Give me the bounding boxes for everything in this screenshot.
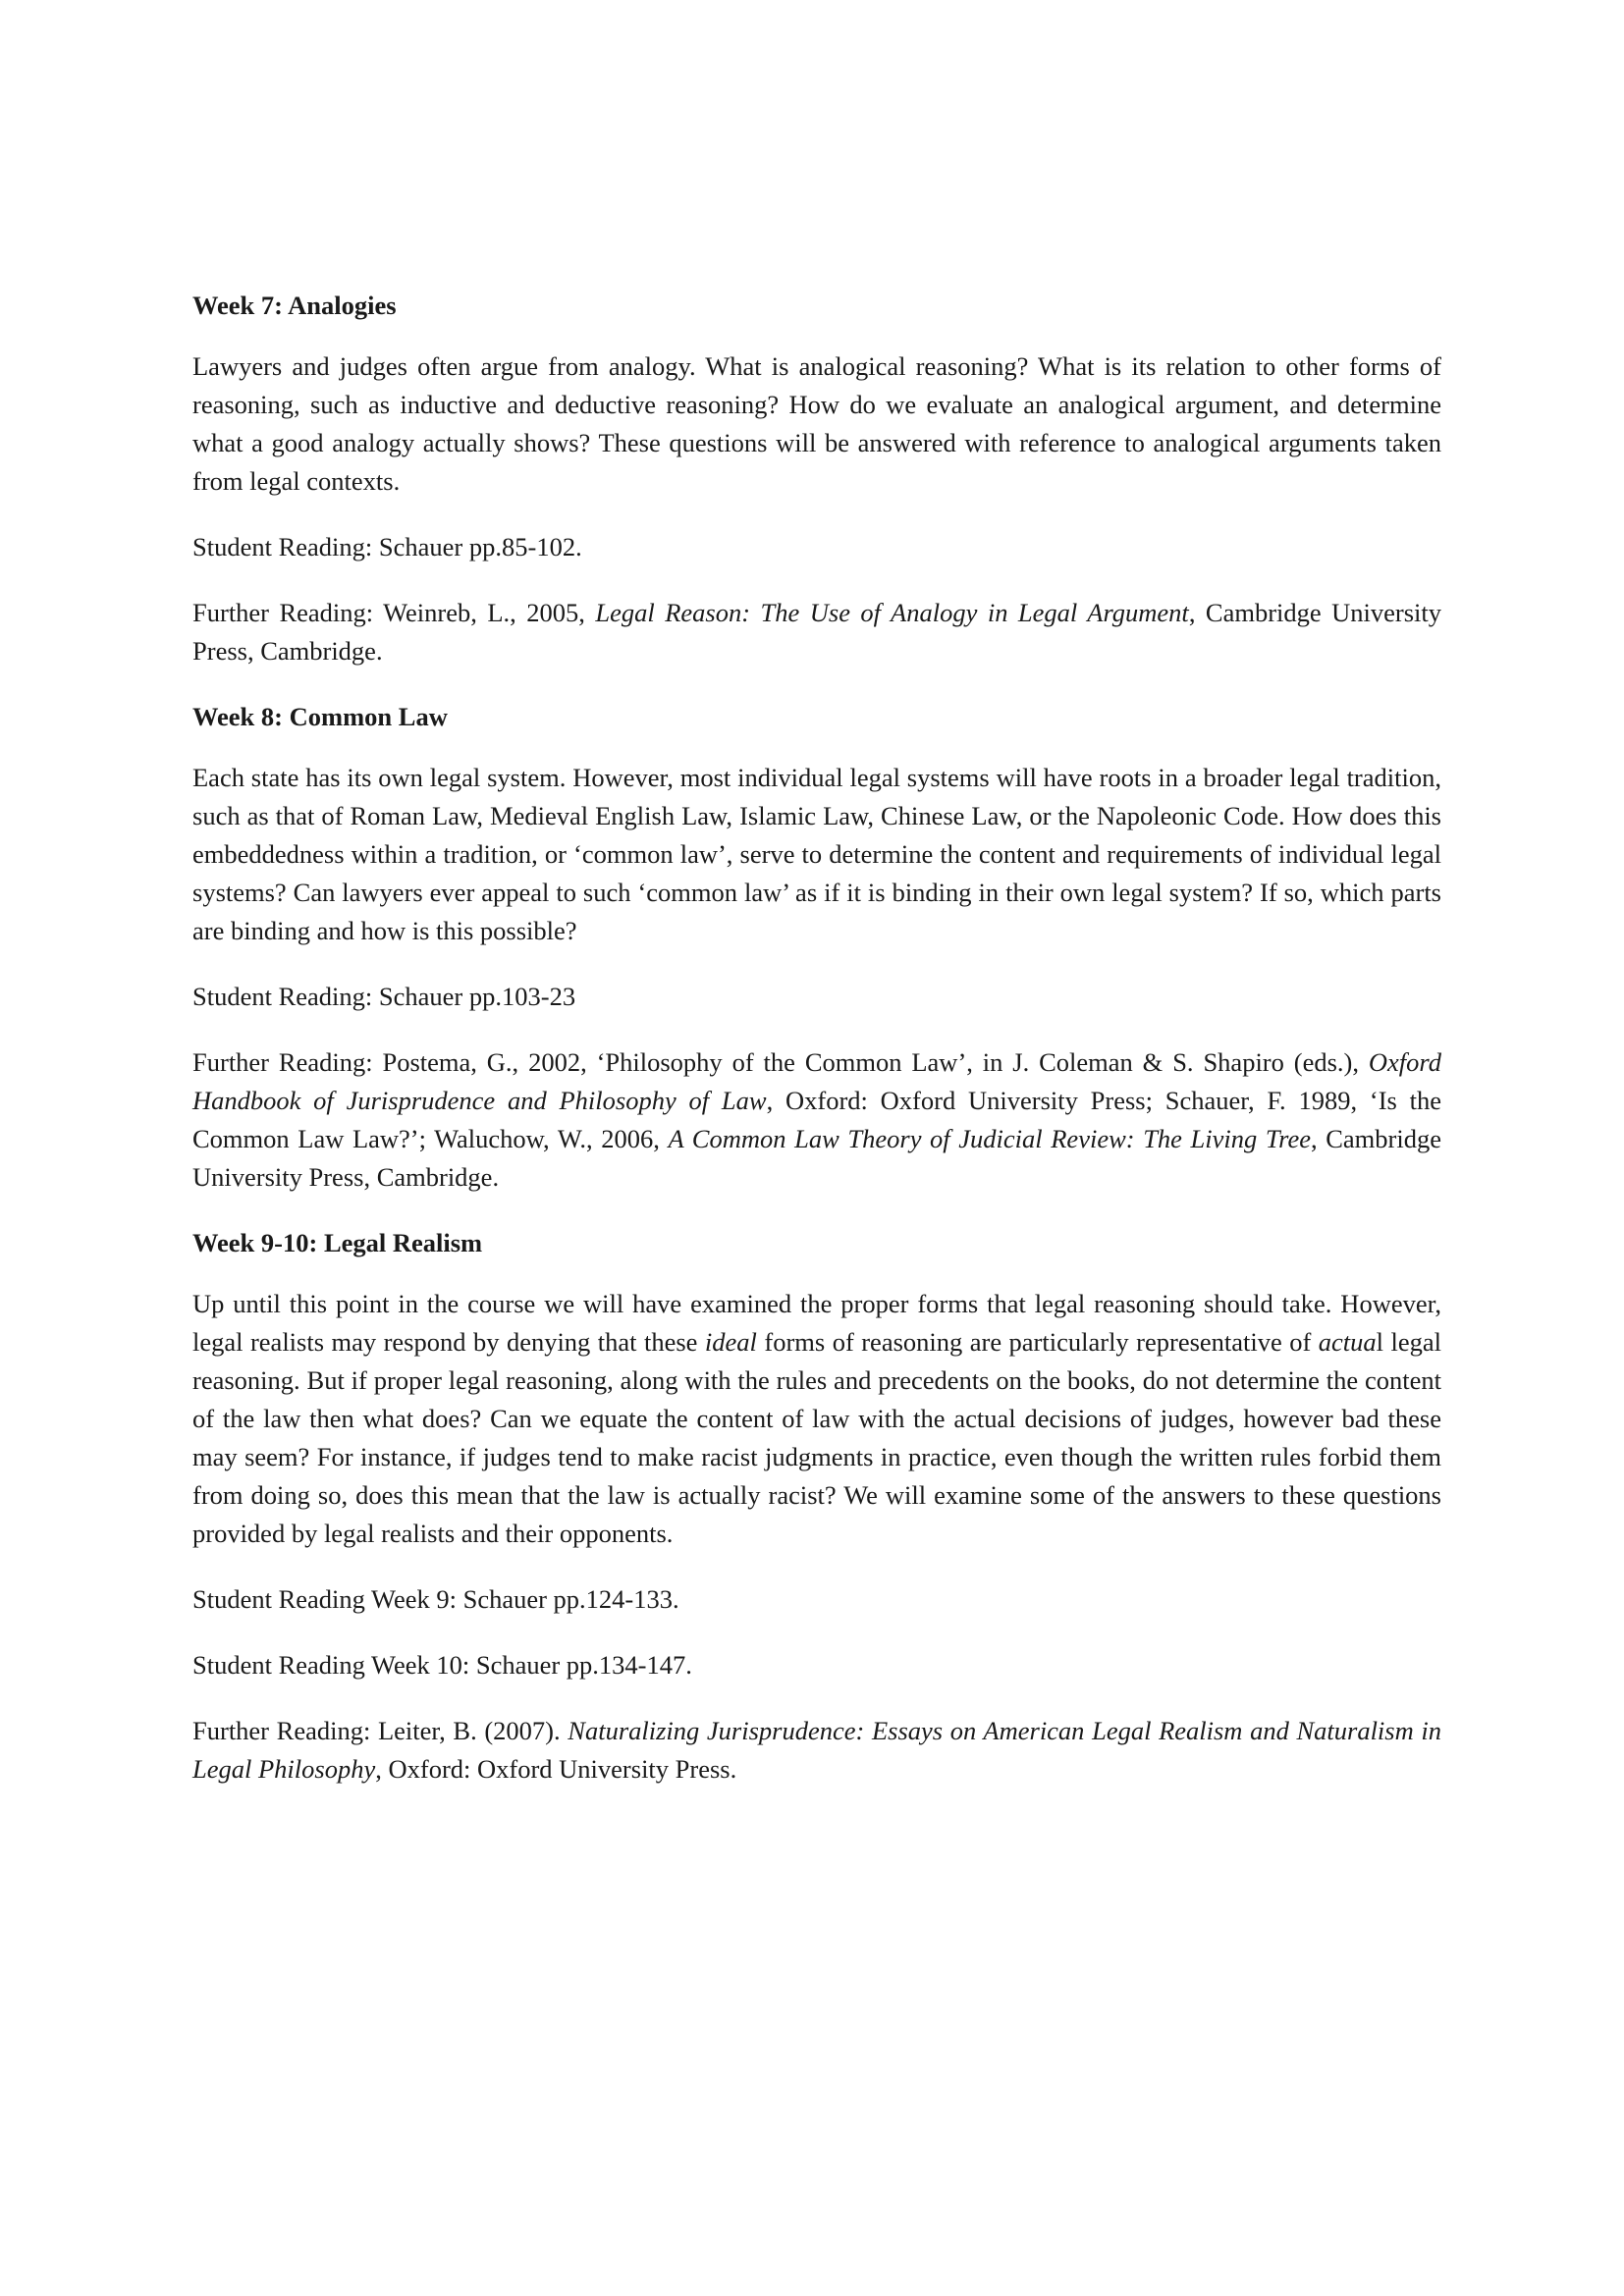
week8-further-part2: , Oxford: Oxford University Press; Schauer, F. 1989, ‘Is the Common Law Law?’; Waluchow, W., 2006,: [192, 1086, 1441, 1153]
week8-student-reading: Student Reading: Schauer pp.103-23: [192, 982, 576, 1011]
week10-student-reading: Student Reading Week 10: Schauer pp.134-147.: [192, 1650, 692, 1680]
week9-10-body-part2: forms of reasoning are particularly representative of: [756, 1327, 1319, 1357]
week7-student-reading: Student Reading: Schauer pp.85-102.: [192, 532, 582, 561]
week9-10-further-title: Naturalizing Jurisprudence: Essays on American Legal Realism and Naturalism in Legal Philosophy: [192, 1716, 1441, 1784]
week8-body: Each state has its own legal system. However, most individual legal systems will have roots in a broader legal tradition, such as that of Roman Law, Medieval English Law, Islamic Law, Chinese Law, or the Napoleonic Code. How does this embeddedness within a tradition, or ‘common law’, serve to determine the content and requirements of individual legal systems? Can lawyers ever appeal to such ‘common law’ as if it is binding in their own legal system? If so, which parts are binding and how is this possible?: [192, 763, 1441, 945]
week9-10-further-prefix: Further Reading: Leiter, B. (2007).: [192, 1716, 568, 1745]
week7-heading: Week 7: Analogies: [192, 291, 397, 320]
week7-further-title: Legal Reason: The Use of Analogy in Legal Argument: [595, 598, 1189, 627]
document-page: [192, 287, 1441, 1810]
week7-further-reading: [192, 594, 1441, 670]
week9-10-body-part3: l legal reasoning. But if proper legal reasoning, along with the rules and precedents on the books, do not determine the content of the law then what does? Can we equate the content of law with the actual decisions of judges, however bad these may seem? For instance, if judges tend to make racist judgments in practice, even though the written rules forbid them from doing so, does this mean that the law is actually racist? We will examine some of the answers to these questions provided by legal realists and their opponents.: [192, 1327, 1441, 1548]
week9-10-body-em2: actua: [1318, 1327, 1377, 1357]
week8-further-reading: [192, 1043, 1441, 1197]
week9-10-body-part1: Up until this point in the course we will have examined the proper forms that legal reasoning should take. However, legal realists may respond by denying that these: [192, 1289, 1441, 1357]
week7-further-suffix: , Cambridge University Press, Cambridge.: [192, 598, 1442, 666]
week9-10-body-em1: ideal: [704, 1327, 757, 1357]
week8-further-title1: Oxford Handbook of Jurisprudence and Philosophy of Law: [192, 1047, 1441, 1115]
week8-further-title2: A Common Law Theory of Judicial Review: The Living Tree: [668, 1124, 1312, 1153]
week7-further-prefix: Further Reading: Weinreb, L., 2005,: [192, 598, 596, 627]
week9-10-further-reading: [192, 1712, 1441, 1789]
week9-student-reading: Student Reading Week 9: Schauer pp.124-133.: [192, 1584, 679, 1614]
week8-further-part3: , Cambridge University Press, Cambridge.: [192, 1124, 1441, 1192]
week9-10-further-suffix: , Oxford: Oxford University Press.: [375, 1754, 737, 1784]
week9-10-body: [192, 1285, 1441, 1553]
week9-10-heading: Week 9-10: Legal Realism: [192, 1228, 483, 1257]
week7-body: Lawyers and judges often argue from analogy. What is analogical reasoning? What is its relation to other forms of reasoning, such as inductive and deductive reasoning? How do we evaluate an analogical argument, and determine what a good analogy actually shows? These questions will be answered with reference to analogical arguments taken from legal contexts.: [192, 351, 1441, 496]
week8-heading: Week 8: Common Law: [192, 702, 448, 731]
week8-further-part1: Further Reading: Postema, G., 2002, ‘Philosophy of the Common Law’, in J. Coleman & S. Shapiro (eds.),: [192, 1047, 1369, 1077]
